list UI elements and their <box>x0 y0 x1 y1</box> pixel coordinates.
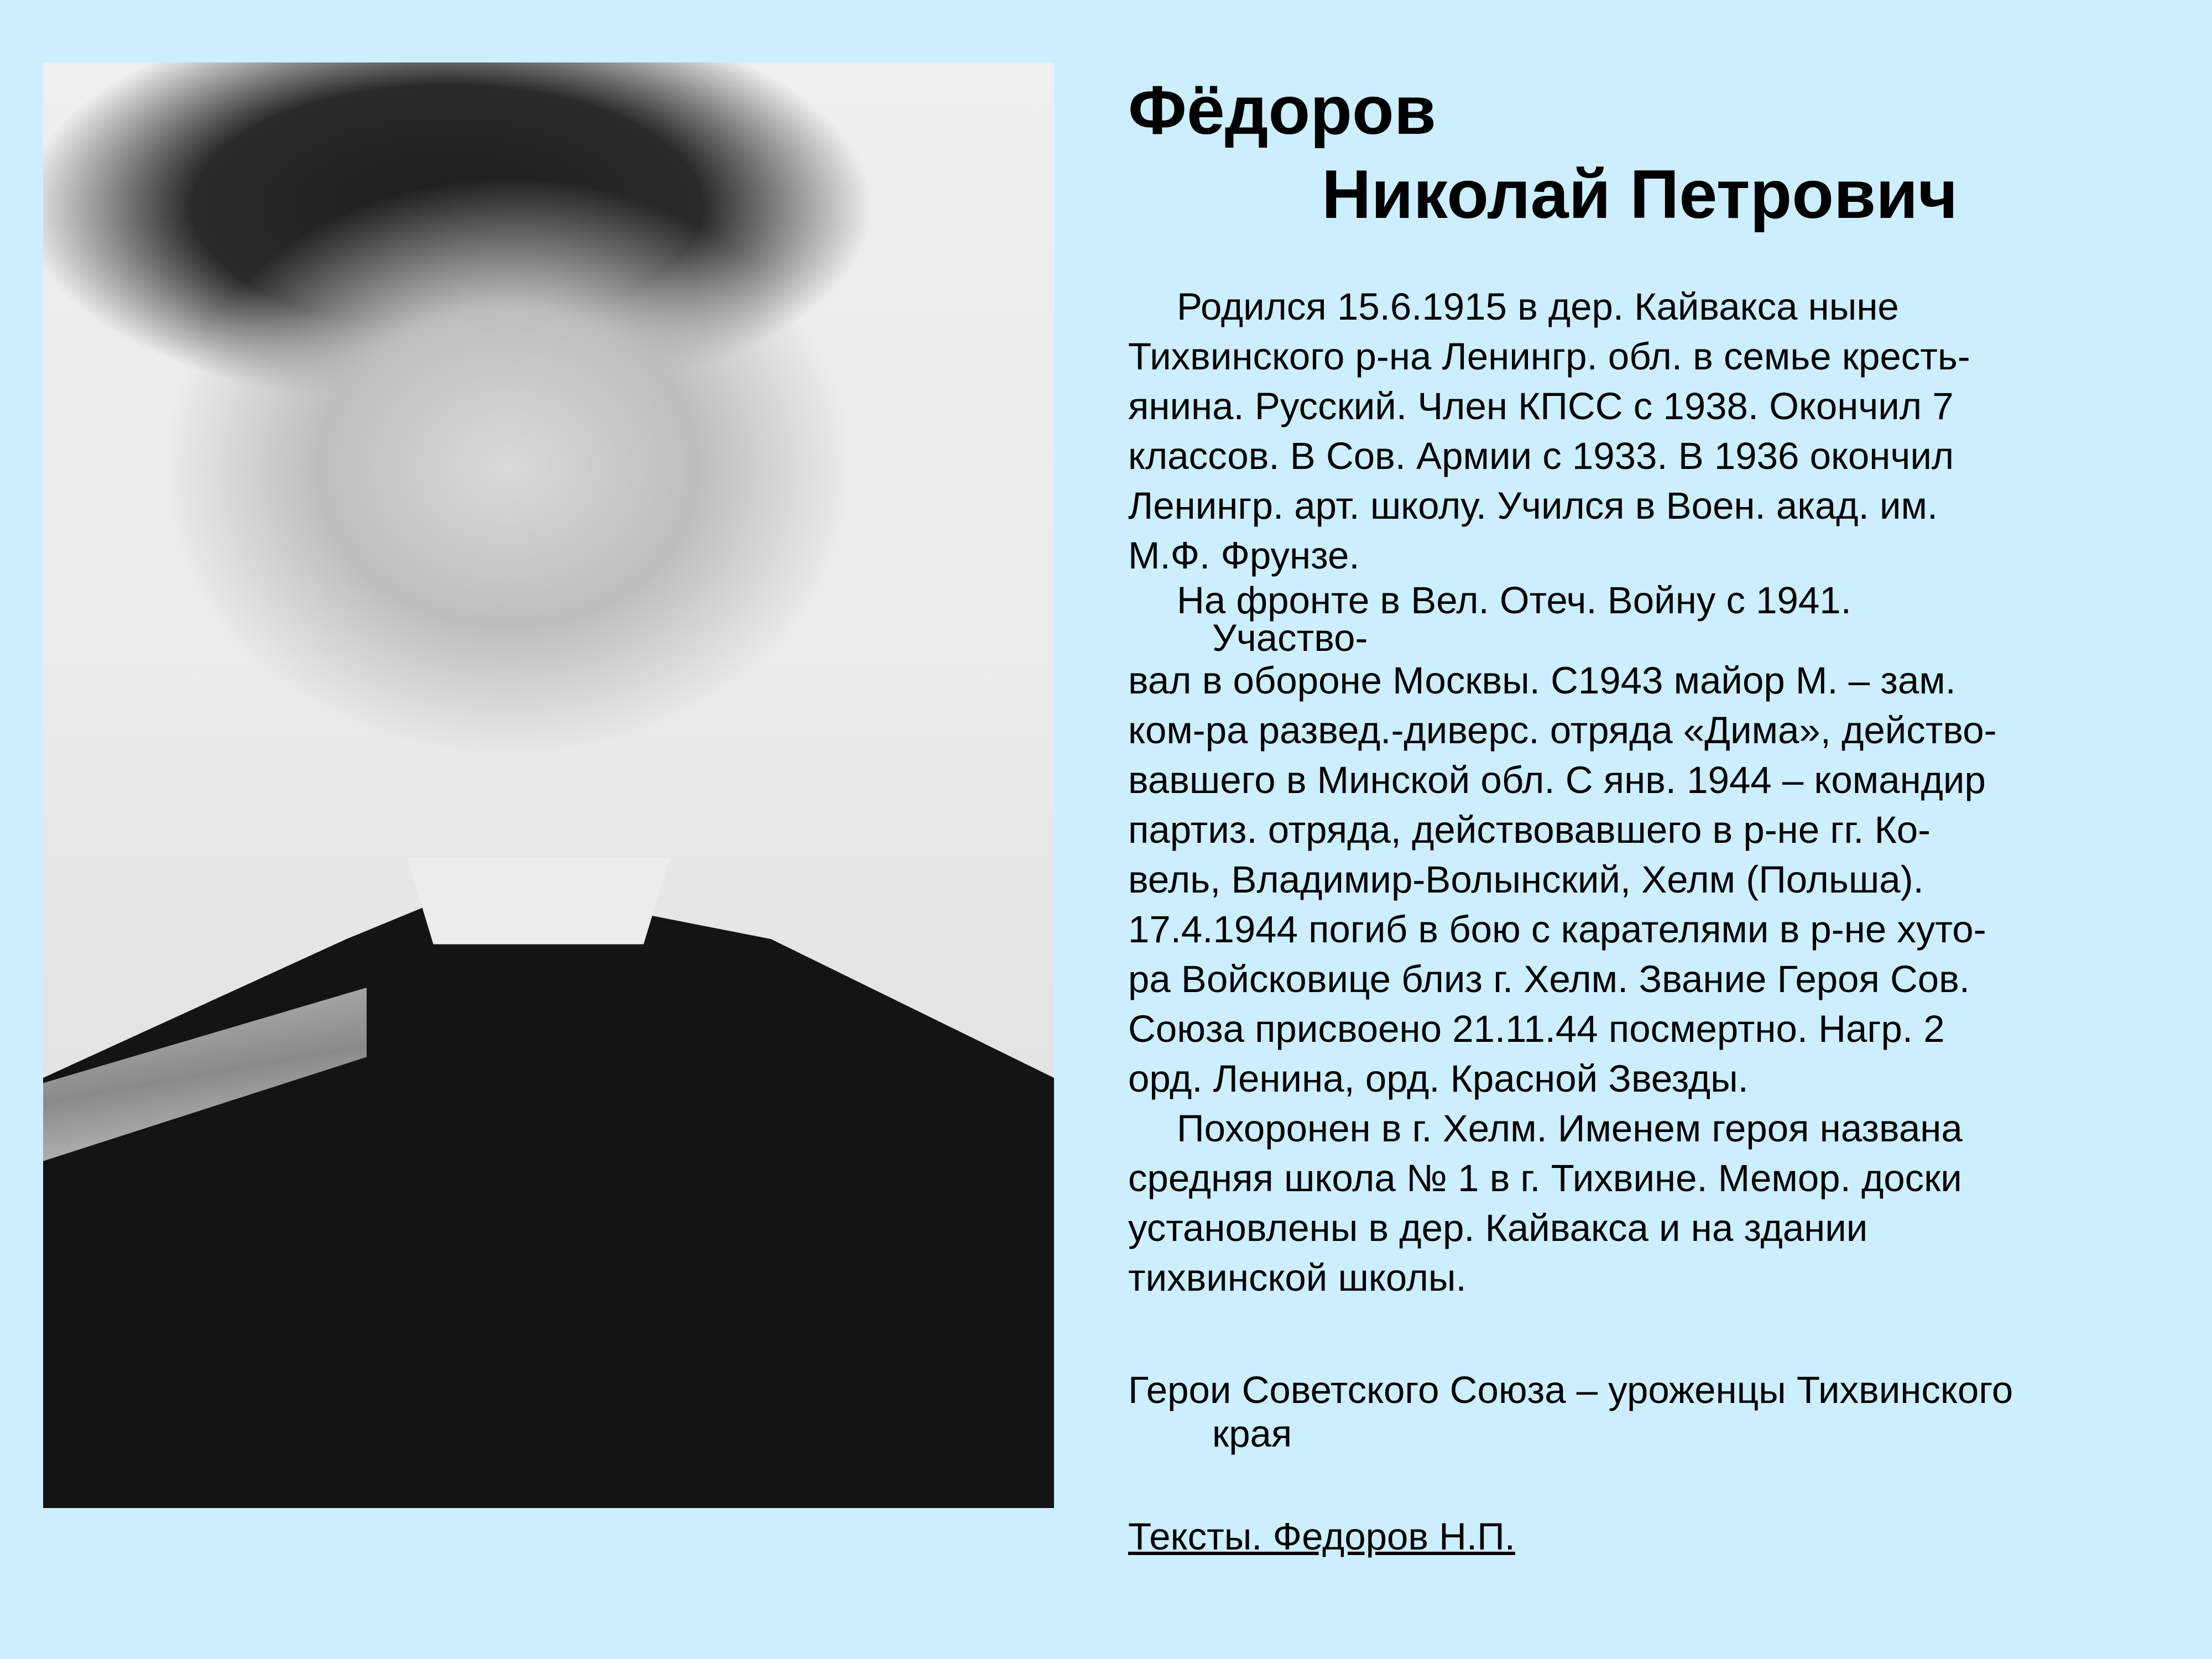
series-title: Герои Советского Союза – уроженцы Тихвинского <box>1128 1369 2013 1411</box>
bio-line: Союза присвоено 21.11.44 посмертно. Нагр. 2 <box>1128 1008 1945 1050</box>
bio-line: классов. В Сов. Армии с 1933. В 1936 окончил <box>1128 435 1954 477</box>
bio-line: На фронте в Вел. Отеч. Войну с 1941. <box>1177 579 1851 622</box>
bio-line: вал в обороне Москвы. С1943 майор М. – зам. <box>1128 659 1956 702</box>
title-given-names: Николай Петрович <box>1322 156 1958 233</box>
bio-line: вель, Владимир-Волынский, Хелм (Польша). <box>1128 858 1924 901</box>
bio-line: янина. Русский. Член КПСС с 1938. Окончил 7 <box>1128 385 1954 427</box>
bio-line: партиз. отряда, действовавшего в р-не гг. Ко- <box>1128 808 1931 851</box>
bio-line: Родился 15.6.1915 в дер. Кайвакса ныне <box>1177 285 1899 328</box>
bio-line: 17.4.1944 погиб в бою с карателями в р-не хуто- <box>1128 908 1986 951</box>
bio-line: установлены в дер. Кайвакса и на здании <box>1128 1207 1868 1249</box>
bio-line: Участво- <box>1212 617 1368 659</box>
bio-line: Похоронен в г. Хелм. Именем героя названа <box>1177 1107 1963 1150</box>
bio-line: ра Войсковице близ г. Хелм. Звание Героя Сов. <box>1128 958 1970 1000</box>
bio-line: М.Ф. Фрунзе. <box>1128 534 1360 577</box>
bio-line: Ленингр. арт. школу. Учился в Воен. акад. им. <box>1128 484 1938 527</box>
biography-text <box>1128 282 2179 1303</box>
title-surname: Фёдоров <box>1128 72 1436 149</box>
uniform-collar <box>407 858 670 945</box>
bio-line: ком-ра развед.-диверс. отряда «Дима», действо- <box>1128 709 1997 752</box>
bio-line: вавшего в Минской обл. С янв. 1944 – командир <box>1128 759 1986 801</box>
series-title-continued: края <box>1212 1412 1292 1455</box>
portrait-photo <box>43 62 1054 1508</box>
bio-line: средняя школа № 1 в г. Тихвине. Мемор. доски <box>1128 1157 1962 1199</box>
bio-line: орд. Ленина, орд. Красной Звезды. <box>1128 1057 1749 1100</box>
bio-line: Тихвинского р-на Ленингр. обл. в семье кресть- <box>1128 335 1970 378</box>
bio-line: тихвинской школы. <box>1128 1256 1467 1299</box>
texts-link[interactable]: Тексты. Федоров Н.П. <box>1128 1515 1515 1558</box>
